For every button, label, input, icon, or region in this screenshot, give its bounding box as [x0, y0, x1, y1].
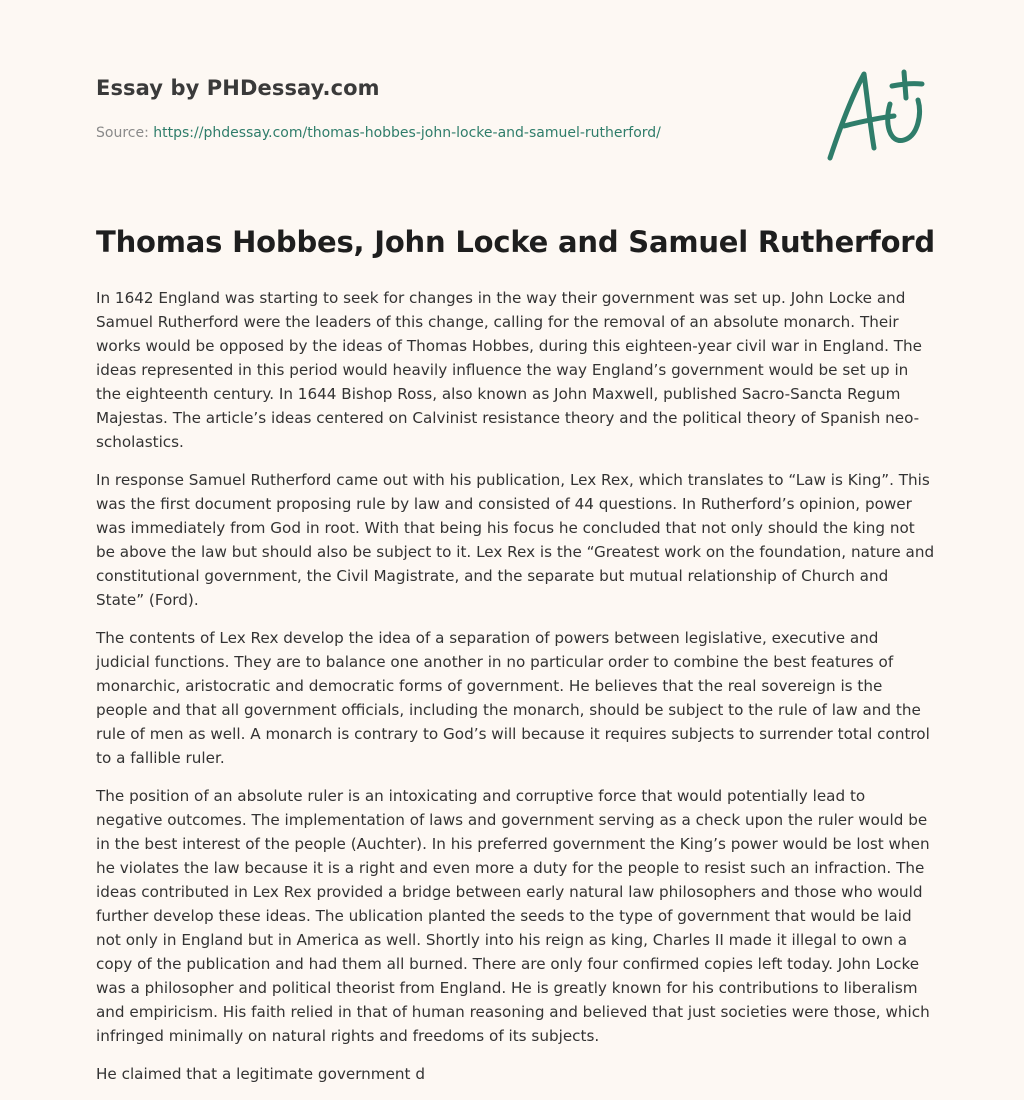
site-brand: Essay by PHDessay.com: [96, 76, 380, 100]
source-link[interactable]: https://phdessay.com/thomas-hobbes-john-locke-and-samuel-rutherford/: [153, 125, 661, 141]
article-paragraph: He claimed that a legitimate government d: [96, 1065, 425, 1083]
source-label: Source:: [96, 125, 149, 141]
article-paragraph: The contents of Lex Rex develop the idea of a separation of powers between legislative, executive and judicial functions. They are to balance one another in no particular order to combine the best features of monarchic, aristocratic and democratic forms of government. He believes that the real sovereign is the people and that all government officials, including the monarch, should be subject to the rule of law and the rule of men as well. A monarch is contrary to God’s will because it requires subjects to surrender total control to a fallible ruler.: [96, 629, 930, 767]
a-plus-logo-icon: [826, 66, 928, 164]
article-paragraph: The position of an absolute ruler is an intoxicating and corruptive force that would potentially lead to negative outcomes. The implementation of laws and government serving as a check upon the ruler would be in the best interest of the people (Auchter). In his preferred government the King’s power would be lost when he violates the law because it is a right and even more a duty for the people to resist such an infraction. The ideas contributed in Lex Rex provided a bridge between early natural law philosophers and those who would further develop these ideas. The ublication planted the seeds to the type of government that would be laid not only in England but in America as well. Shortly into his reign as king, Charles II made it illegal to own a copy of the publication and had them all burned. There are only four confirmed copies left today. John Locke was a philosopher and political theorist from England. He is greatly known for his contributions to liberalism and empiricism. His faith relied in that of human reasoning and believed that just societies were those, which infringed minimally on natural rights and freedoms of its subjects.: [96, 787, 930, 1045]
article-body: [96, 286, 936, 1100]
article-paragraph: In 1642 England was starting to seek for changes in the way their government was set up. John Locke and Samuel Rutherford were the leaders of this change, calling for the removal of an absolute monarch. Their works would be opposed by the ideas of Thomas Hobbes, during this eighteen-year civil war in England. The ideas represented in this period would heavily influence the way England’s government would be set up in the eighteenth century. In 1644 Bishop Ross, also known as John Maxwell, published Sacro-Sancta Regum Majestas. The article’s ideas centered on Calvinist resistance theory and the political theory of Spanish neo-scholastics.: [96, 289, 923, 451]
source-line: [96, 125, 661, 141]
essay-page: [96, 0, 935, 1084]
article-title: Thomas Hobbes, John Locke and Samuel Rutherford: [96, 225, 935, 259]
article-paragraph: In response Samuel Rutherford came out with his publication, Lex Rex, which translates to “Law is King”. This was the first document proposing rule by law and consisted of 44 questions. In Rutherford’s opinion, power was immediately from God in root. With that being his focus he concluded that not only should the king not be above the law but should also be subject to it. Lex Rex is the “Greatest work on the foundation, nature and constitutional government, the Civil Magistrate, and the separate but mutual relationship of Church and State” (Ford).: [96, 471, 935, 609]
